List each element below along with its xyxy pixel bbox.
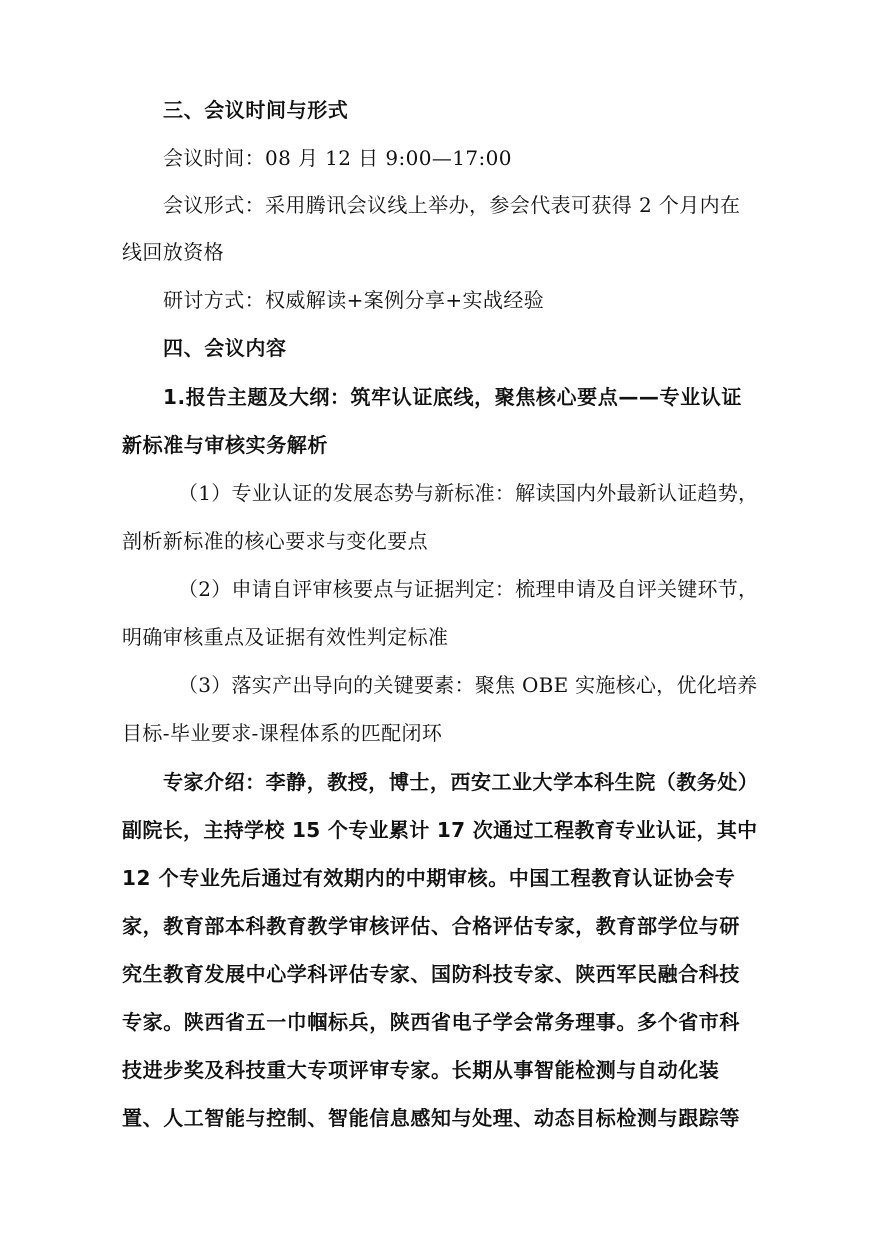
meeting-time: 会议时间：08 月 12 日 9:00—17:00: [163, 146, 512, 170]
outline-item-3-line2: 目标-毕业要求-课程体系的匹配闭环: [122, 721, 443, 745]
report-topic-line1: 1.报告主题及大纲：筑牢认证底线，聚焦核心要点——专业认证: [163, 385, 742, 409]
expert-intro-line: 专家介绍：李静，教授，博士，西安工业大学本科生院（教务处）: [163, 770, 759, 794]
outline-item-2-line1: （2）申请自评审核要点与证据判定：梳理申请及自评关键环节，: [178, 577, 759, 601]
outline-item-1-line2: 剖析新标准的核心要求与变化要点: [122, 529, 428, 553]
expert-intro-line: 家，教育部本科教育教学审核评估、合格评估专家，教育部学位与研: [122, 914, 740, 938]
expert-intro-line: 技进步奖及科技重大专项评审专家。长期从事智能检测与自动化装: [122, 1058, 720, 1082]
report-topic-line2: 新标准与审核实务解析: [122, 433, 328, 457]
section3-heading: 三、会议时间与形式: [163, 98, 349, 122]
discussion-method: 研讨方式：权威解读+案例分享+实战经验: [163, 288, 545, 312]
expert-intro-line: 专家。陕西省五一巾帼标兵，陕西省电子学会常务理事。多个省市科: [122, 1010, 740, 1034]
meeting-format-line1: 会议形式：采用腾讯会议线上举办，参会代表可获得 2 个月内在: [163, 193, 741, 217]
expert-intro-line: 究生教育发展中心学科评估专家、国防科技专家、陕西军民融合科技: [122, 962, 740, 986]
outline-item-2-line2: 明确审核重点及证据有效性判定标准: [122, 625, 449, 649]
expert-intro-line: 副院长，主持学校 15 个专业累计 17 次通过工程教育专业认证，其中: [122, 818, 758, 842]
meeting-format-line2: 线回放资格: [122, 240, 224, 264]
expert-intro-line: 12 个专业先后通过有效期内的中期审核。中国工程教育认证协会专: [122, 866, 736, 890]
outline-item-1-line1: （1）专业认证的发展态势与新标准：解读国内外最新认证趋势，: [178, 481, 759, 505]
section4-heading: 四、会议内容: [163, 336, 287, 360]
expert-intro-line: 置、人工智能与控制、智能信息感知与处理、动态目标检测与跟踪等: [122, 1106, 740, 1130]
outline-item-3-line1: （3）落实产出导向的关键要素：聚焦 OBE 实施核心，优化培养: [178, 673, 758, 697]
